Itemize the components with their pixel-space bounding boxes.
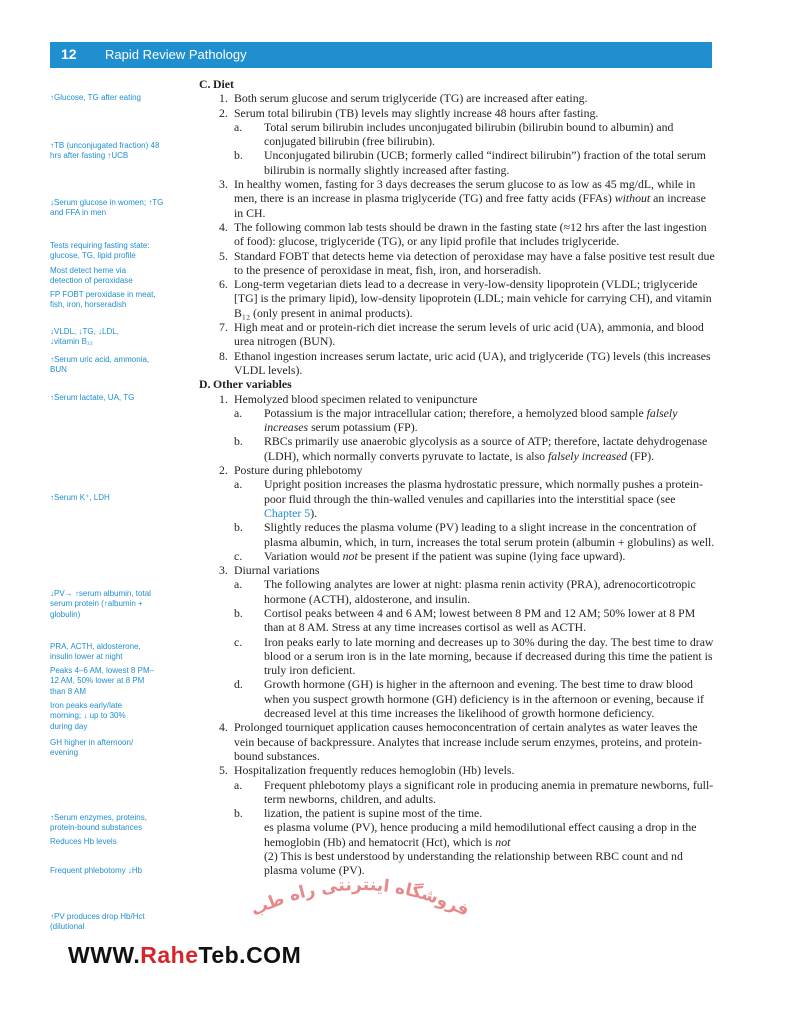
list-item: 4. The following common lab tests should be drawn in the fasting state (≈12 hrs after the last ingestion of food): glucose, triglyceride (TG), or any lipid profile that includes triglyceride. (219, 219, 707, 249)
chapter-link[interactable]: Chapter 5 (264, 505, 311, 520)
sub-list-item: b. Cortisol peaks between 4 and 6 AM; lowest between 8 PM and 12 AM; 50% lower at 8 PM than at 8 AM. Stress at any time increases cortisol as well as ACTH. (234, 605, 696, 635)
margin-note: Reduces Hb levels (50, 837, 117, 846)
sub-list-item: b. Unconjugated bilirubin (UCB; formerly called “indirect bilirubin”) fraction of the total serum bilirubin is normally slightly increased after fasting. (234, 148, 706, 177)
main-text (199, 77, 715, 878)
margin-note: Peaks 4–6 AM, lowest 8 PM–12 AM, 50% lower at 8 PM than 8 AM (50, 666, 155, 696)
margin-note: ↑Serum uric acid, ammonia, BUN (50, 355, 150, 375)
list-item: 1. Hemolyzed blood specimen related to venipuncture (219, 391, 478, 406)
sub-list-item: b. RBCs primarily use anaerobic glycolysis as a source of ATP; therefore, lactate dehydrogenase (LDH), which normally converts pyruvate to lactate, is also falsely increased (FP). (234, 434, 708, 463)
sub-list-item: a. Frequent phlebotomy plays a significant role in producing anemia in premature newborns, full-term newborns, children, and adults. (234, 777, 714, 806)
sub-list-item: a. The following analytes are lower at night: plasma renin activity (PRA), adrenocorticotropic hormone (ACTH), aldosterone, and insulin. (234, 577, 696, 606)
margin-note: Tests requiring fasting state: glucose, TG, lipid profile (50, 241, 150, 261)
list-item: 4. Prolonged tourniquet application causes hemoconcentration of certain analytes as water leaves the vein because of backpressure. Analytes that increase include serum enzymes, proteins, and protein-bound substances. (219, 720, 703, 763)
sub-list-item: b. Slightly reduces the plasma volume (PV) leading to a slight increase in the concentration of plasma albumin, which, in turn, increases the total serum protein (albumin + globulins) as well. (234, 520, 715, 549)
list-item: 5. Hospitalization frequently reduces hemoglobin (Hb) levels. (219, 763, 515, 778)
running-header (50, 42, 712, 68)
sub-list-item: a. Total serum bilirubin includes unconjugated bilirubin (bilirubin bound to albumin) and conjugated bilirubin (free bilirubin). (234, 119, 674, 149)
sub-list-item: c. Variation would not be present if the patient was supine (lying face upward). (234, 548, 626, 563)
margin-note: GH higher in afternoon/ evening (50, 738, 134, 758)
list-item: 1. Both serum glucose and serum triglyceride (TG) are increased after eating. (219, 91, 588, 106)
svg-text:فروشگاه اینترنتی راه طب: فروشگاه اینترنتی راه طب (247, 874, 473, 921)
sub-list-item: d. Growth hormone (GH) is higher in the afternoon and evening. The best time to draw blood when you suspect growth hormone (GH) deficiency is in the afternoon or evening, because if decreased level at this time increases the likelihood of growth hormone deficiency. (234, 677, 704, 721)
book-title: Rapid Review Pathology (105, 47, 247, 62)
margin-note: ↓Serum glucose in women; ↑TG and FFA in men (50, 198, 164, 218)
sub-list-item: c. Iron peaks early to late morning and decreases up to 30% during the day. The best time to draw blood or a serum iron is in the late morning, because if decreased during this time the patient is truly iron deficient. (234, 634, 714, 678)
margin-note: ↑TB (unconjugated fraction) 48 hrs after fasting ↑UCB (50, 141, 160, 161)
watermark: WWW.RaheTeb.COM (68, 942, 302, 968)
sub-list-item: b. lization, the patient is supine most of the time. (234, 806, 483, 821)
watermark-arc-text (230, 862, 490, 932)
margin-note: ↑Glucose, TG after eating (50, 93, 142, 102)
section-heading-c: C. Diet (199, 77, 234, 91)
list-item: 7. High meat and or protein-rich diet increase the serum levels of uric acid (UA), ammonia, and blood urea nitrogen (BUN). (219, 320, 704, 349)
list-item: 3. Diurnal variations (219, 563, 320, 578)
margin-note: ↓PV→ ↑serum albumin, total serum protein (↑albumin + globulin) (50, 589, 151, 619)
margin-note: Most detect heme via detection of peroxidase (50, 266, 133, 286)
margin-note: ↑Serum lactate, UA, TG (50, 393, 135, 402)
list-item: 2. Serum total bilirubin (TB) levels may slightly increase 48 hours after fasting. (219, 105, 599, 120)
list-item: 2. Posture during phlebotomy (219, 463, 363, 478)
page-number: 12 (61, 46, 77, 62)
margin-note: PRA, ACTH, aldosterone, insulin lower at night (50, 642, 141, 662)
margin-note: ↑Serum enzymes, proteins, protein-bound substances (50, 813, 147, 833)
margin-note: Frequent phlebotomy ↓Hb (50, 866, 143, 875)
margin-note: ↑Serum K⁺, LDH (50, 493, 110, 502)
margin-note: ↑PV produces drop Hb/Hct (dilutional (50, 912, 145, 932)
list-item: 8. Ethanol ingestion increases serum lactate, uric acid (UA), and triglyceride (TG) levels (this increases VLDL levels). (219, 348, 711, 377)
sub-list-item: a. Potassium is the major intracellular cation; therefore, a hemolyzed blood sample falsely increases serum potassium (FP). (234, 405, 678, 435)
sub-sub-list-item: es plasma volume (PV), hence producing a mild hemodilutional effect causing a drop in the hemoglobin (Hb) and hematocrit (Hct), which is not (264, 820, 697, 849)
margin-note: ↓VLDL, ↓TG, ↓LDL, ↓vitamin B₁₂ (50, 327, 119, 347)
sub-sub-list-item: (2) This is best understood by understanding the relationship between RBC count and nd plasma volume (PV). (264, 849, 683, 878)
section-heading-d: D. Other variables (199, 377, 292, 392)
margin-note: FP FOBT peroxidase in meat, fish, iron, horseradish (50, 290, 156, 310)
list-item: 5. Standard FOBT that detects heme via detection of peroxidase may have a false positive test result due to the presence of peroxidase in meat, fish, iron, and horseradish. (219, 248, 715, 277)
sub-list-item: a. Upright position increases the plasma hydrostatic pressure, which normally pushes a protein-poor fluid through the thin-walled venules and capillaries into the interstitial space (see Chapter 5). (234, 477, 704, 520)
list-item: 6. Long-term vegetarian diets lead to a decrease in very-low-density lipoprotein (VLDL; triglyceride [TG] is the primary lipid), low-density lipoprotein (LDL; main vehicle for carrying CH), and vitamin B₁₂ (only present in animal products). (219, 277, 712, 320)
list-item: 3. In healthy women, fasting for 3 days decreases the serum glucose to as low as 45 mg/dL, while in men, there is an increase in plasma triglyceride (TG) and free fatty acids (FFAs) without an increase in CH. (219, 177, 706, 220)
margin-note: Iron peaks early/late morning; ↓ up to 30% during day (50, 701, 126, 731)
